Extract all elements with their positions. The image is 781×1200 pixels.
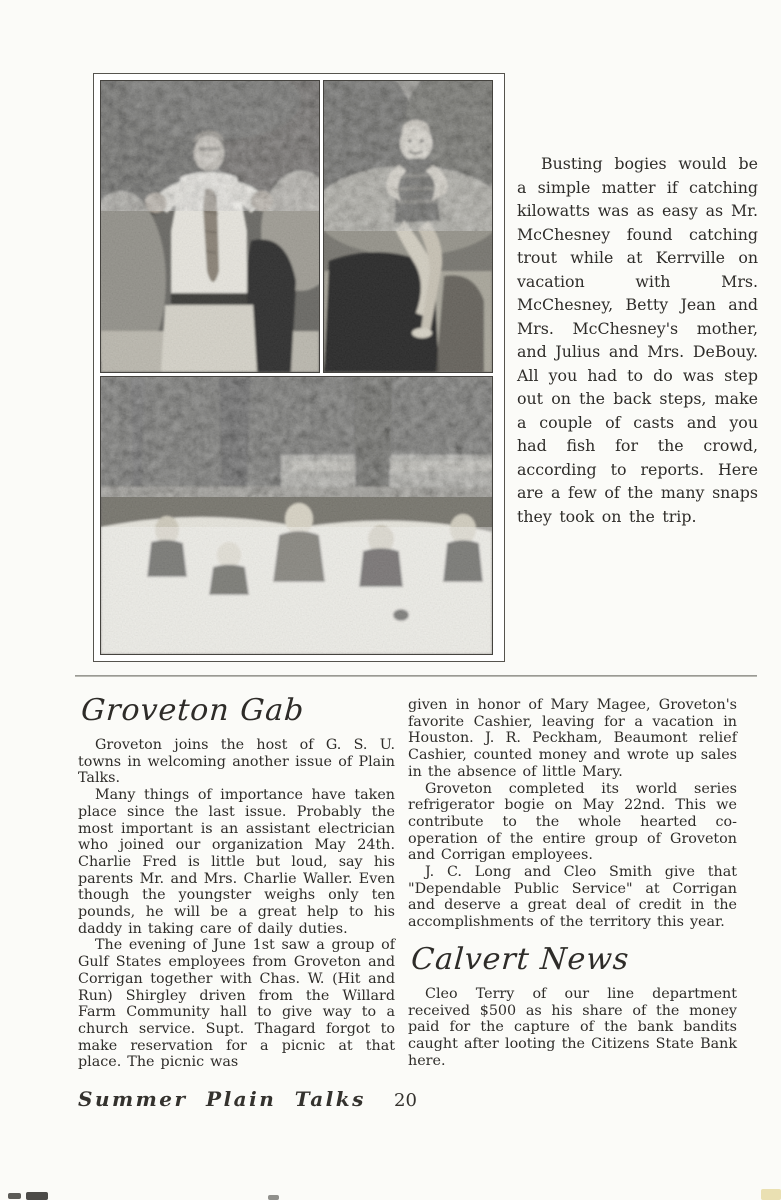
photo-child-in-swimsuit (324, 81, 492, 372)
photo-man-with-fish (101, 81, 319, 372)
groveton-gab-left-column (78, 694, 395, 1071)
calvert-news-heading: Calvert News (410, 941, 631, 977)
paragraph: Groveton completed its world series refrigerator bogie on May 22nd. This we contribute to the whole hearted co-operation of the entire group of Groveton and Corrigan employees. (408, 780, 737, 864)
photo-bathers-in-river (101, 377, 492, 654)
paragraph: J. C. Long and Cleo Smith give that "Dependable Public Service" at Corrigan and deserve a great deal of credit in the accomplishments of the territory this year. (408, 864, 737, 931)
photo-collage (93, 73, 505, 662)
paragraph: given in honor of Mary Magee, Groveton's favorite Cashier, leaving for a vacation in Houston. J. R. Peckham, Beaumont relief Cashier, counted money and wrote up sales in the absence of little Mary. (408, 697, 737, 780)
scan-artifact (761, 1189, 781, 1200)
paragraph: The evening of June 1st saw a group of Gulf States employees from Groveton and Corrigan together with Chas. W. (Hit and Run) Shirgley driven from the Willard Farm Community hall to give way to a church service. Supt. Thagard forgot to make reservation for a picnic at that place. The picnic was (78, 937, 395, 1071)
paragraph: Groveton joins the host of G. S. U. towns in welcoming another issue of Plain Talks. (78, 737, 395, 787)
scan-artifact (268, 1195, 279, 1200)
paragraph: Many things of importance have taken place since the last issue. Probably the most important is an assistant electrician who joined our organization May 24th. Charlie Fred is little but loud, say his parents Mr. and Mrs. Charlie Waller. Even though the youngster weighs only ten pounds, he will be a great help to his daddy in taking care of daily duties. (78, 787, 395, 937)
section-divider (75, 675, 757, 677)
scan-artifact (26, 1192, 48, 1200)
paragraph: Cleo Terry of our line department received $500 as his share of the money paid for the capture of the bank bandits caught after looting the Citizens State Bank here. (408, 985, 737, 1069)
magazine-title-footer: Summer Plain Talks (78, 1087, 366, 1111)
groveton-gab-heading: Groveton Gab (80, 693, 306, 728)
scan-artifact (8, 1193, 21, 1199)
page-number: 20 (394, 1090, 417, 1111)
groveton-gab-right-column (408, 697, 737, 1069)
photo-caption: Busting bogies would be a simple matter if catching kilowatts was as easy as Mr. McChesney found catching trout while at Kerrville on vacation with Mrs. McChesney, Betty Jean and Mrs. McChesney's mother, and Julius and Mrs. DeBouy. All you had to do was step out on the back steps, make a couple of casts and you had fish for the crowd, according to reports. Here are a few of the many snaps they took on the trip. (517, 154, 758, 526)
